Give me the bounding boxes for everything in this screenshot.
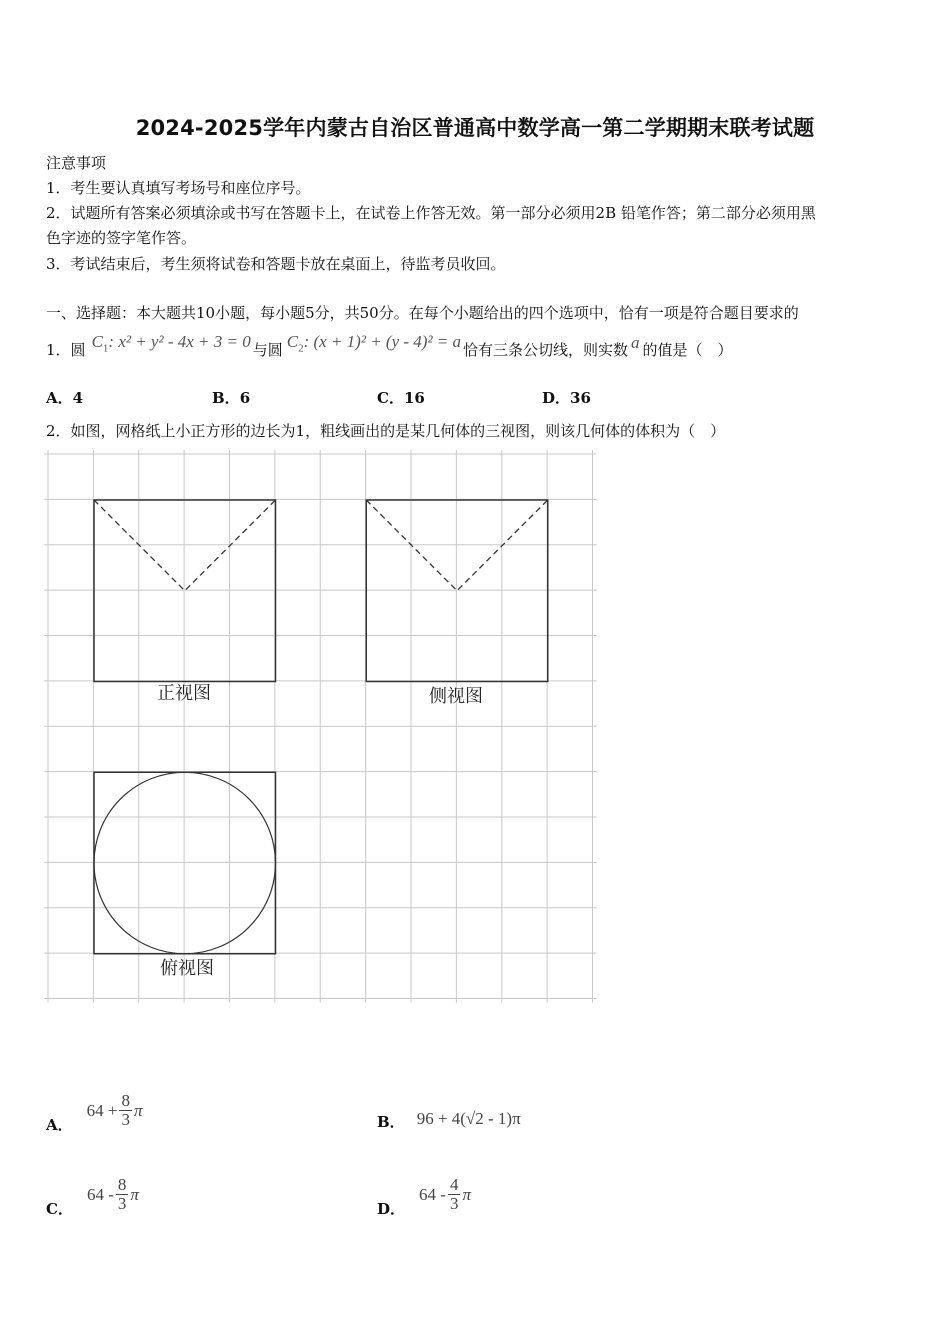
front-view [94,500,276,682]
question-1-text-d: 的值是（ ） [642,340,733,359]
q1-option-c[interactable]: C．16 [377,389,425,407]
question-1-text-b: 与圆 [252,340,283,359]
section-heading: 一、选择题：本大题共10小题，每小题5分，共50分。在每个小题给出的四个选项中，恰有一项是符合题目要求的 [46,304,799,322]
question-2-text: 如图，网格纸上小正方形的边长为1，粗线画出的是某几何体的三视图，则该几何体的体积为（ ） [70,422,726,440]
top-view [94,772,276,954]
q2-option-d[interactable]: D． 64 - $\frac{4}{3}$ π [377,1175,471,1218]
q1-option-b[interactable]: B．6 [212,389,251,407]
question-2-number: 2． [46,422,71,440]
side-view [366,500,548,682]
notes-item-2-cont: 色字迹的签字笔作答。 [46,229,197,247]
circle-c2-equation: $C_2$: (x + 1)² + (y - 4)² = a [286,332,462,355]
side-view-label: 侧视图 [429,686,483,707]
q2-option-b[interactable]: B． 96 + 4(√2 - 1)π [377,1108,521,1131]
q1-option-d[interactable]: D．36 [542,389,591,407]
question-1-number: 1． [46,340,71,359]
top-view-label: 俯视图 [160,958,214,979]
notes-heading: 注意事项 [46,154,107,172]
circle-c1-equation: $C_1$: x² + y² - 4x + 3 = 0 [91,332,251,355]
front-view-label: 正视图 [157,683,211,704]
q1-option-a[interactable]: A．4 [46,389,84,407]
variable-a: a [631,333,640,353]
q2-option-c[interactable]: C． 64 - $\frac{8}{3}$ π [46,1175,139,1218]
notes-item-2: 2．试题所有答案必须填涂或书写在答题卡上，在试卷上作答无效。第一部分必须用2B 铅笔作答；第二部分必须用黑 [46,204,816,222]
page-title: 2024-2025学年内蒙古自治区普通高中数学高一第二学期期末联考试题 [135,116,815,140]
question-1-text-c: 恰有三条公切线，则实数 [463,340,629,359]
grid-paper [44,450,597,1003]
question-1-text-a: 圆 [70,340,86,359]
notes-item-3: 3．考试结束后，考生须将试卷和答题卡放在桌面上，待监考员收回。 [46,255,506,273]
q2-option-a[interactable]: A． 64 + $\frac{8}{3}$ π [46,1091,143,1134]
notes-item-1: 1．考生要认真填写考场号和座位序号。 [46,179,311,197]
